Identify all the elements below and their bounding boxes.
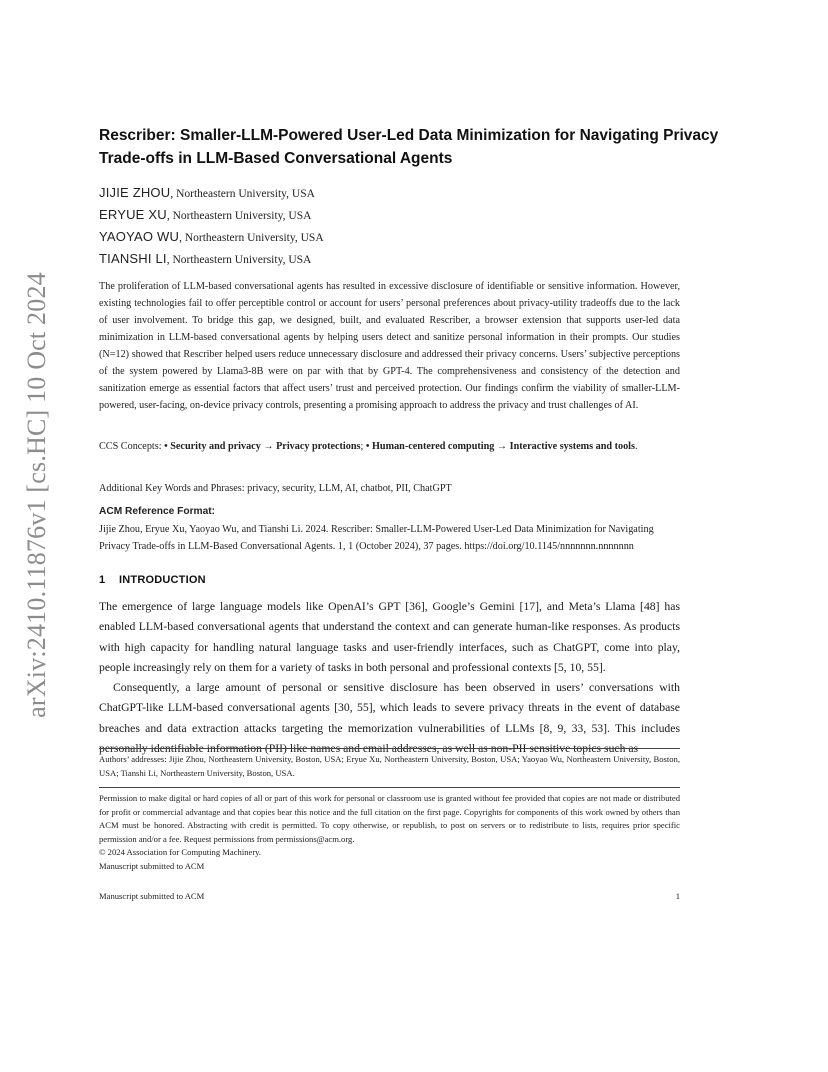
- author-name: JIJIE ZHOU: [99, 185, 171, 200]
- authors-addresses: Authors’ addresses: Jijie Zhou, Northeastern University, Boston, USA; Eryue Xu, Northeastern University, Boston, USA; Yaoyao Wu, Northeastern University, Boston, USA; Tianshi Li, Northeastern University, Boston, USA.: [99, 754, 680, 778]
- author-affiliation: , Northeastern University, USA: [170, 188, 315, 200]
- ccs-bullet: •: [365, 441, 372, 452]
- author-name: YAOYAO WU: [99, 229, 180, 244]
- page-number: 1: [675, 891, 680, 901]
- ccs-prefix: CCS Concepts:: [99, 441, 165, 452]
- author-line: [99, 229, 324, 244]
- author-affiliation: , Northeastern University, USA: [166, 254, 312, 266]
- footer-manuscript-note: Manuscript submitted to ACM: [99, 891, 205, 901]
- ccs-concepts: [99, 438, 680, 455]
- ccs-concept: Human-centered computing → Interactive systems and tools: [372, 441, 635, 452]
- author-line: [99, 185, 315, 200]
- section-heading: [99, 574, 206, 586]
- ccs-concept: Security and privacy → Privacy protections: [170, 441, 361, 452]
- keywords: Additional Key Words and Phrases: privacy, security, LLM, AI, chatbot, PII, ChatGPT: [99, 483, 452, 494]
- abstract: The proliferation of LLM-based conversational agents has resulted in excessive disclosure of identifiable or sensitive information. However, existing technologies fail to offer perceptible control or account for users’ personal preferences about privacy-utility tradeoffs due to the lack of user involvement. To bridge this gap, we designed, built, and evaluated Rescriber, a browser extension that supports user-led data minimization in LLM-based conversational agents by helping users detect and sanitize personal information in their prompts. Our studies (N=12) showed that Rescriber helped users reduce unnecessary disclosure and addressed their privacy concerns. Users’ subjective perceptions of the system powered by Llama3-8B were on par with that by GPT-4. The comprehensiveness and consistency of the detection and sanitization emerge as essential factors that affect users’ trust and perceived protection. Our findings confirm the viability of smaller-LLM-powered, user-facing, on-device privacy controls, presenting a promising approach to address the privacy and trust challenges of AI.: [99, 281, 680, 411]
- copyright-line: © 2024 Association for Computing Machinery.: [99, 847, 262, 857]
- footnote-divider: [99, 748, 680, 749]
- permission-notice: Permission to make digital or hard copies of all or part of this work for personal or classroom use is granted without fee provided that copies are not made or distributed for profit or commercial advantage and that copies bear this notice and the full citation on the first page. Copyrights for components of this work owned by others than ACM must be honored. Abstracting with credit is permitted. To copy otherwise, or republish, to post on servers or to redistribute to lists, requires prior specific permission and/or a fee. Request permissions from permissions@acm.org.: [99, 793, 680, 844]
- ccs-bullet: •: [164, 441, 171, 452]
- author-name: ERYUE XU: [99, 207, 167, 222]
- permission-block: [99, 792, 680, 873]
- manuscript-note: Manuscript submitted to ACM: [99, 860, 205, 871]
- paper-title: Rescriber: Smaller-LLM-Powered User-Led Data Minimization for Navigating Privacy Trade-offs in LLM-Based Conversational Agents: [99, 127, 719, 167]
- author-name: TIANSHI LI: [99, 251, 167, 266]
- author-line: [99, 251, 311, 266]
- acm-reference-text: Jijie Zhou, Eryue Xu, Yaoyao Wu, and Tianshi Li. 2024. Rescriber: Smaller-LLM-Powered User-Led Data Minimization for Navigating Privacy Trade-offs in LLM-Based Conversational Agents. 1, 1 (October 2024), 37 pages. https://doi.org/10.1145/nnnnnnn.nnnnnnn: [99, 524, 654, 552]
- author-affiliation: , Northeastern University, USA: [179, 232, 324, 244]
- author-affiliation: , Northeastern University, USA: [166, 210, 312, 222]
- author-line: [99, 207, 311, 222]
- introduction-body: [99, 597, 680, 759]
- section-number: 1: [99, 574, 106, 586]
- arxiv-identifier-text: arXiv:2410.11876v1 [cs.HC] 10 Oct 2024: [22, 272, 51, 718]
- body-paragraph: Consequently, a large amount of personal or sensitive disclosure has been observed in users’ conversations with ChatGPT-like LLM-based conversational agents [30, 55], which leads to severe privacy threats in the event of database breaches and data extraction attacks targeting the memorization vulnerabilities of LLMs [8, 9, 33, 53]. This includes personally identifiable information (PII) like names and email addresses, as well as non-PII sensitive topics such as: [99, 681, 680, 756]
- acm-reference-heading: ACM Reference Format:: [99, 506, 216, 517]
- section-title: INTRODUCTION: [119, 574, 206, 586]
- ccs-separator: ;: [360, 441, 366, 452]
- body-paragraph: The emergence of large language models like OpenAI’s GPT [36], Google’s Gemini [17], and Meta’s Llama [48] has enabled LLM-based conversational agents that understand the context and can generate human-like responses. As products with high capacity for handling natural language tasks and user-friendly interfaces, such as ChatGPT, come into play, people increasingly rely on them for a variety of tasks in both personal and professional contexts [5, 10, 55].: [99, 600, 680, 674]
- ccs-suffix: .: [634, 441, 638, 452]
- permission-divider: [99, 787, 680, 788]
